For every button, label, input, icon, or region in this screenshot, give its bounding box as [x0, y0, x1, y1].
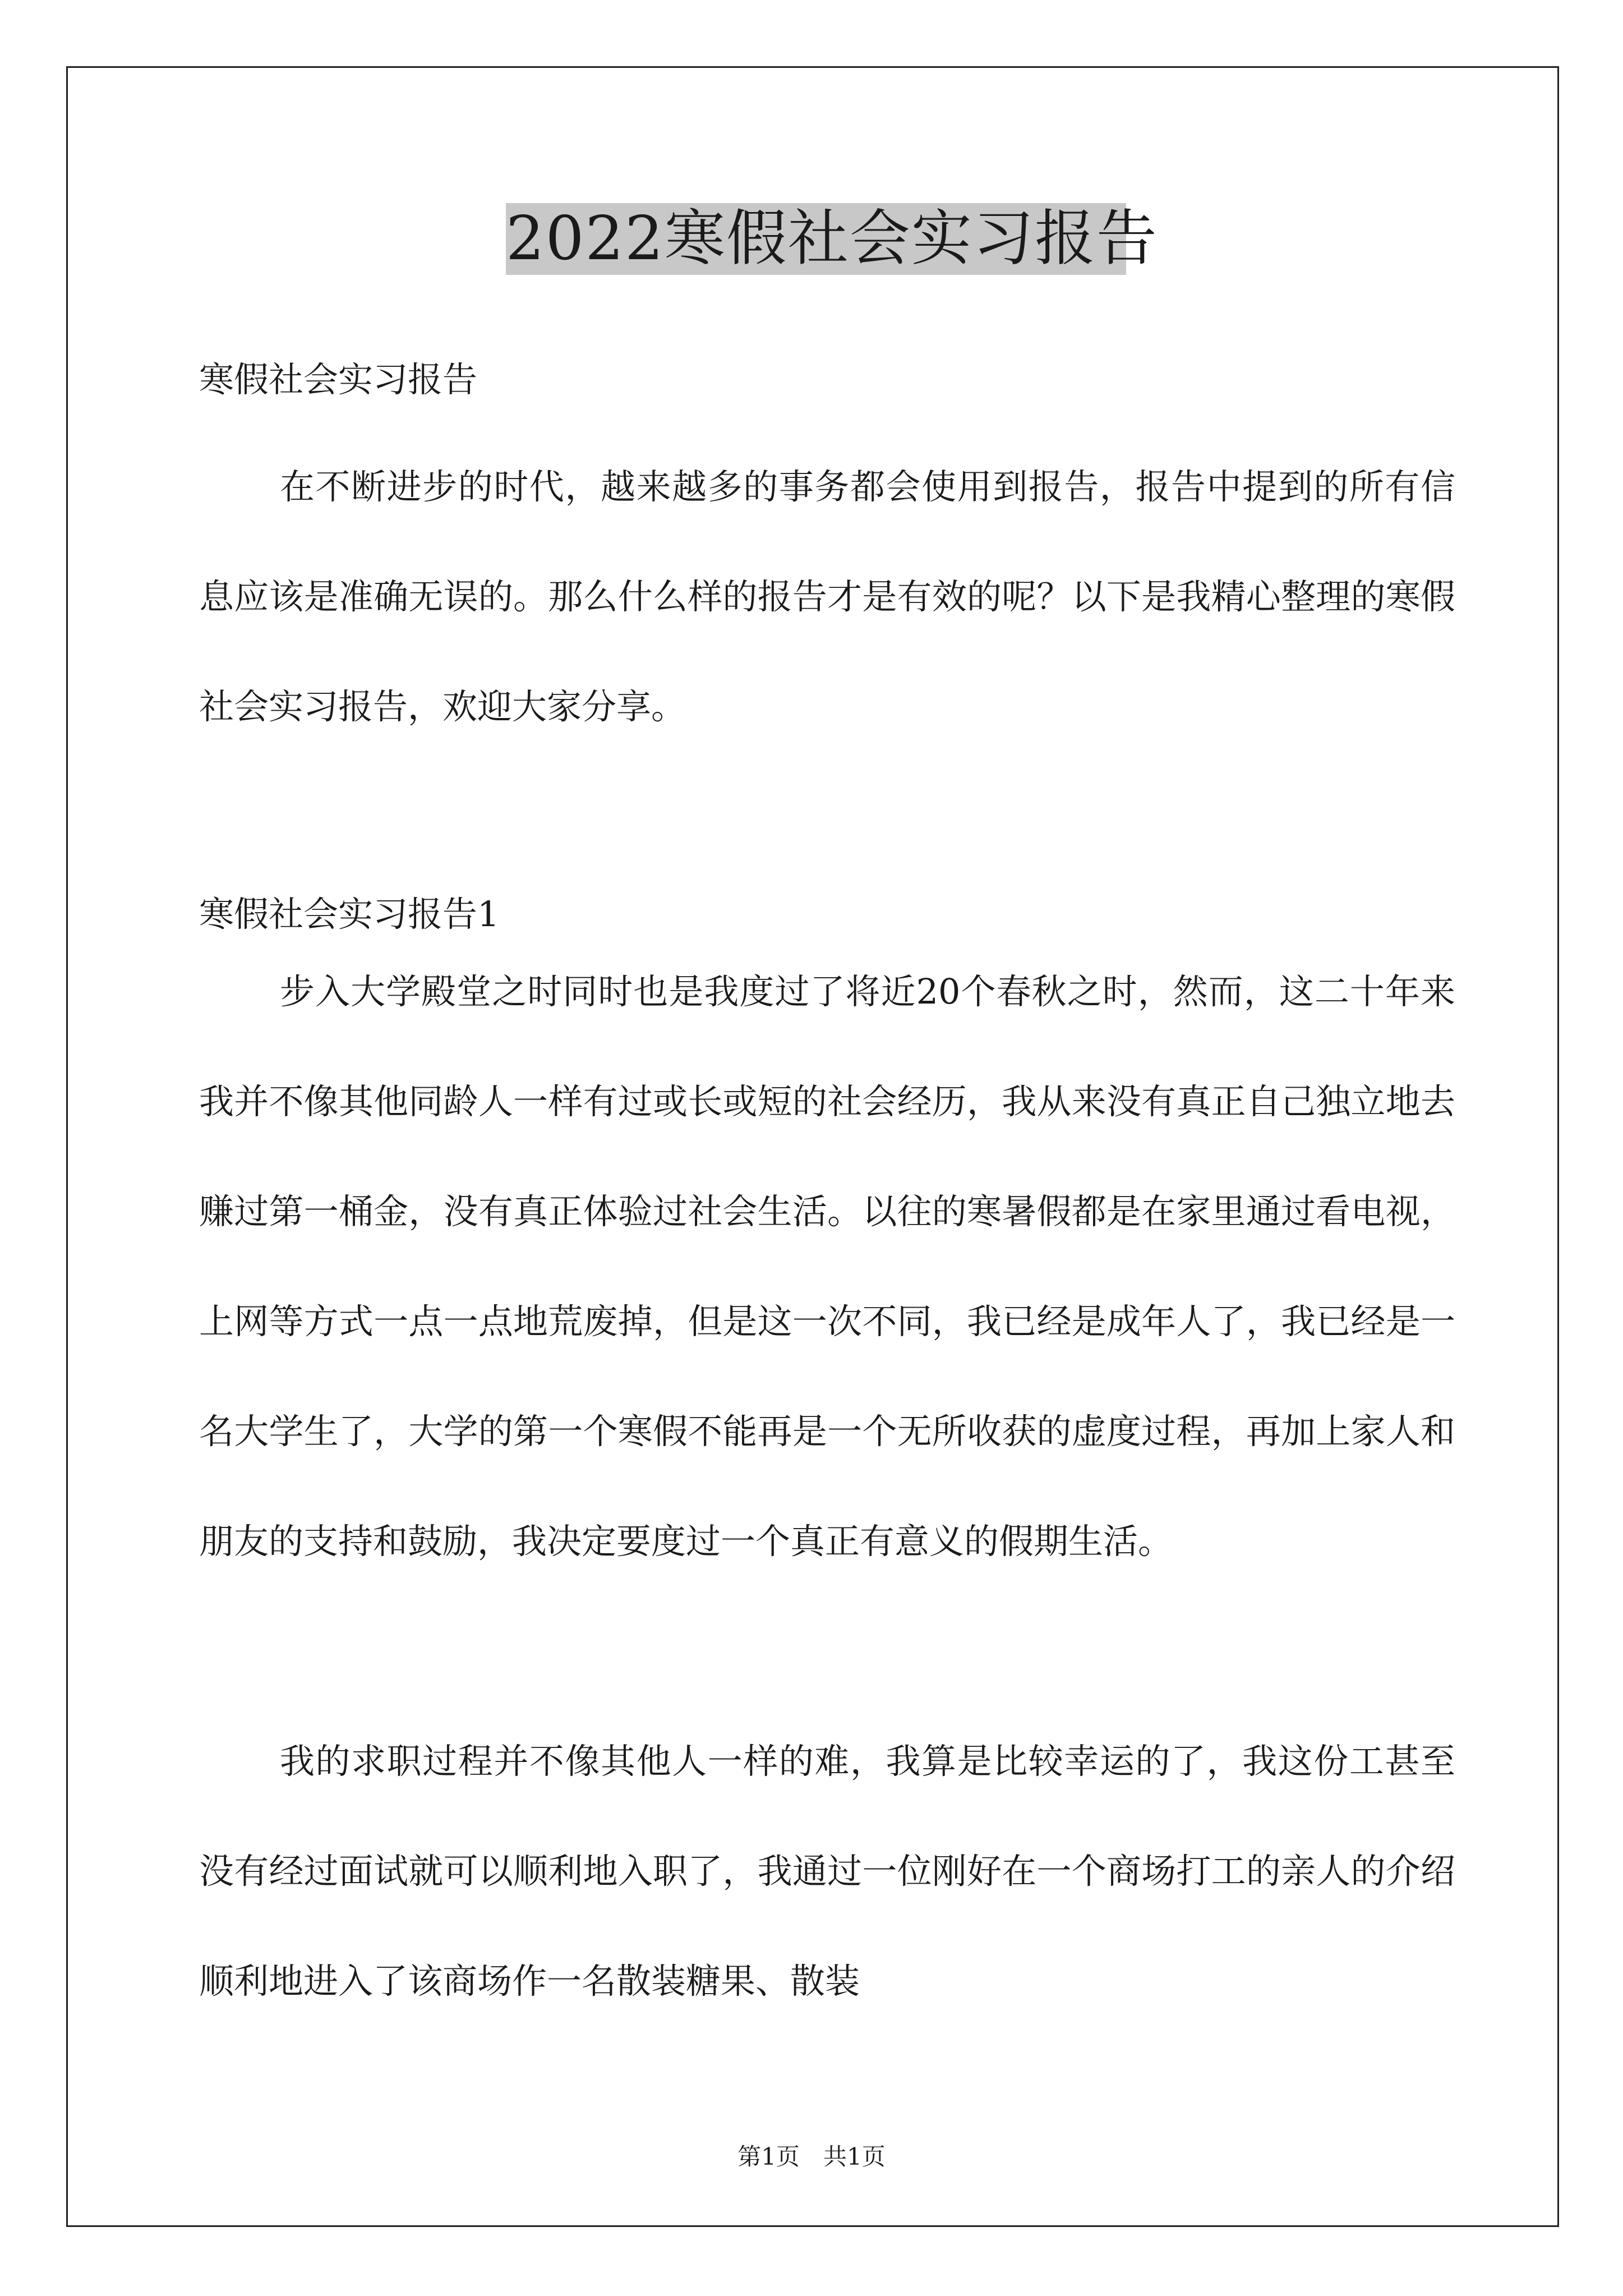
page-footer: 第1页 共1页 [737, 2143, 886, 2170]
intro-paragraph: 在不断进步的时代，越来越多的事务都会使用到报告，报告中提到的所有信息应该是准确无误的。那么什么样的报告才是有效的呢？以下是我精心整理的寒假社会实习报告，欢迎大家分享。 [199, 466, 1455, 727]
document-title: 2022寒假社会实习报告 [506, 204, 1158, 274]
body-paragraph-1: 步入大学殿堂之时同时也是我度过了将近20个春秋之时，然而，这二十年来我并不像其他同龄人一样有过或长或短的社会经历，我从来没有真正自己独立地去赚过第一桶金，没有真正体验过社会生活。以往的寒暑假都是在家里通过看电视，上网等方式一点一点地荒废掉，但是这一次不同，我已经是成年人了，我已经是一名大学生了，大学的第一个寒假不能再是一个无所收获的虚度过程，再加上家人和朋友的支持和鼓励，我决定要度过一个真正有意义的假期生活。 [199, 971, 1455, 1562]
body-paragraph-2: 我的求职过程并不像其他人一样的难，我算是比较幸运的了，我这份工甚至没有经过面试就可以顺利地入职了，我通过一位刚好在一个商场打工的亲人的介绍顺利地进入了该商场作一名散装糖果、散装 [199, 1741, 1455, 2001]
document-subtitle: 寒假社会实习报告 [199, 359, 478, 400]
section-heading: 寒假社会实习报告1 [199, 894, 500, 935]
